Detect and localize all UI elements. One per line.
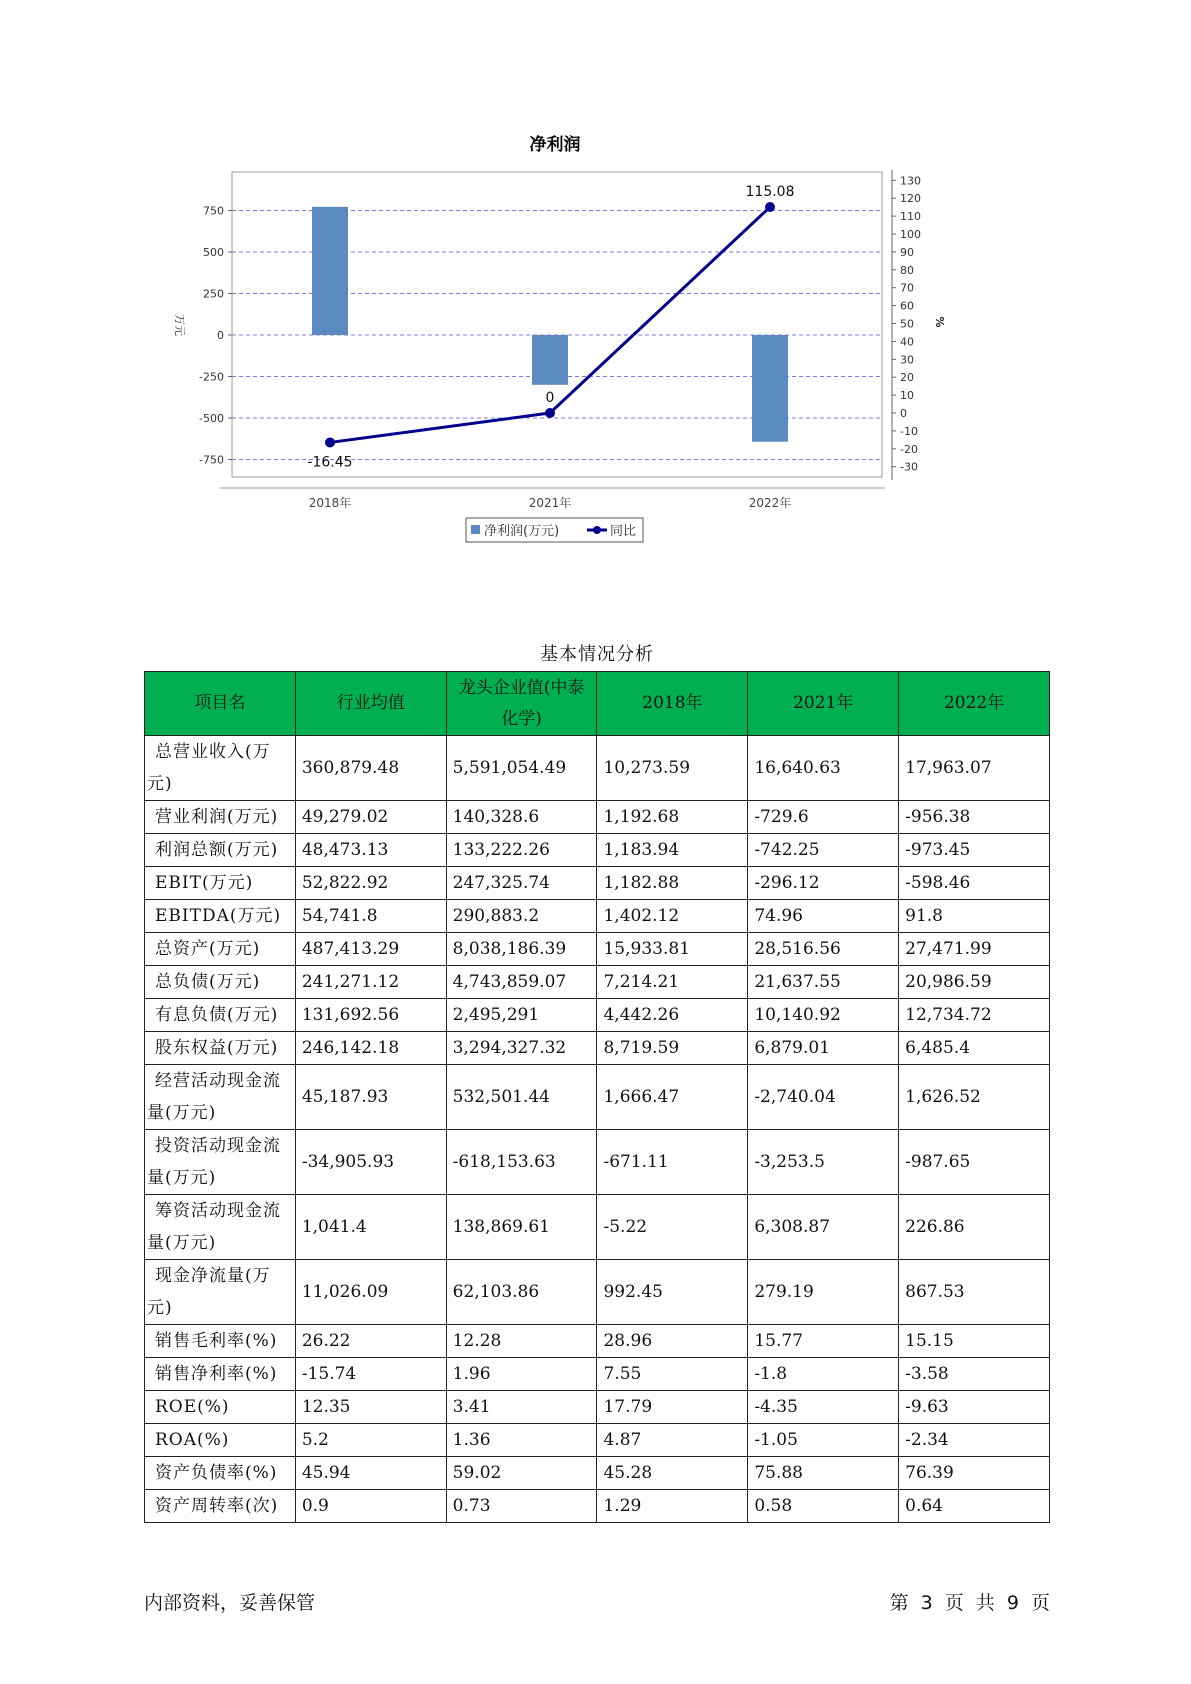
row-value: -1.05 xyxy=(748,1424,899,1457)
row-value: 27,471.99 xyxy=(899,933,1050,966)
right-tick-label: -30 xyxy=(900,460,918,474)
legend-bar-label: 净利润(万元) xyxy=(484,524,560,539)
row-value: 867.53 xyxy=(899,1260,1050,1325)
row-label: EBITDA(万元) xyxy=(145,900,296,933)
right-tick-label: 10 xyxy=(900,389,914,403)
row-value: 131,692.56 xyxy=(295,999,446,1032)
row-value: 2,495,291 xyxy=(446,999,597,1032)
table-row xyxy=(145,1490,1050,1523)
row-value: 15.15 xyxy=(899,1325,1050,1358)
row-value: 52,822.92 xyxy=(295,867,446,900)
row-value: 246,142.18 xyxy=(295,1032,446,1065)
right-tick-label: 50 xyxy=(900,317,914,331)
right-tick-label: 80 xyxy=(900,263,914,277)
row-value: 62,103.86 xyxy=(446,1260,597,1325)
row-value: 0.58 xyxy=(748,1490,899,1523)
table-row xyxy=(145,1424,1050,1457)
table-caption: 基本情况分析 xyxy=(540,644,654,665)
row-label: 经营活动现金流量(万元) xyxy=(145,1065,296,1130)
right-tick-label: 110 xyxy=(900,210,921,224)
row-value: 532,501.44 xyxy=(446,1065,597,1130)
row-label: 投资活动现金流量(万元) xyxy=(145,1130,296,1195)
right-tick-label: 30 xyxy=(900,353,914,367)
row-value: 59.02 xyxy=(446,1457,597,1490)
x-tick-label: 2021年 xyxy=(528,496,572,510)
row-value: -2,740.04 xyxy=(748,1065,899,1130)
row-value: -3.58 xyxy=(899,1358,1050,1391)
left-tick-label: -250 xyxy=(199,370,224,384)
right-tick-label: 130 xyxy=(900,174,921,188)
table-row xyxy=(145,867,1050,900)
table-row xyxy=(145,900,1050,933)
row-value: -956.38 xyxy=(899,801,1050,834)
row-label: 总营业收入(万元) xyxy=(145,736,296,801)
row-value: -2.34 xyxy=(899,1424,1050,1457)
table-row xyxy=(145,966,1050,999)
row-value: 6,485.4 xyxy=(899,1032,1050,1065)
row-value: 247,325.74 xyxy=(446,867,597,900)
footer-confidential-note: 内部资料，妥善保管 xyxy=(144,1592,316,1614)
row-value: -34,905.93 xyxy=(295,1130,446,1195)
yoy-point xyxy=(325,437,335,447)
row-value: 1,626.52 xyxy=(899,1065,1050,1130)
row-value: 140,328.6 xyxy=(446,801,597,834)
header-cell: 2021年 xyxy=(748,672,899,736)
row-label: 营业利润(万元) xyxy=(145,801,296,834)
row-value: 360,879.48 xyxy=(295,736,446,801)
yoy-point xyxy=(545,408,555,418)
row-label: 总资产(万元) xyxy=(145,933,296,966)
row-label: 有息负债(万元) xyxy=(145,999,296,1032)
left-axis-label: 万元 xyxy=(173,314,186,336)
yoy-data-label: 115.08 xyxy=(745,184,795,201)
row-value: -987.65 xyxy=(899,1130,1050,1195)
table-row xyxy=(145,1195,1050,1260)
right-tick-label: -10 xyxy=(900,424,918,438)
row-value: -973.45 xyxy=(899,834,1050,867)
row-label: 销售毛利率(%) xyxy=(145,1325,296,1358)
row-value: 26.22 xyxy=(295,1325,446,1358)
chart-title: 净利润 xyxy=(529,135,581,155)
basic-analysis-table xyxy=(144,671,1050,1523)
row-value: 10,273.59 xyxy=(597,736,748,801)
row-value: 7.55 xyxy=(597,1358,748,1391)
row-value: 21,637.55 xyxy=(748,966,899,999)
legend-line-label: 同比 xyxy=(610,524,637,539)
table-row xyxy=(145,1358,1050,1391)
row-value: 11,026.09 xyxy=(295,1260,446,1325)
row-label: 销售净利率(%) xyxy=(145,1358,296,1391)
row-value: 3,294,327.32 xyxy=(446,1032,597,1065)
yoy-data-label: 0 xyxy=(545,390,555,406)
row-value: 4.87 xyxy=(597,1424,748,1457)
row-value: 12,734.72 xyxy=(899,999,1050,1032)
row-value: 12.35 xyxy=(295,1391,446,1424)
row-value: 279.19 xyxy=(748,1260,899,1325)
header-cell: 2018年 xyxy=(597,672,748,736)
row-value: -3,253.5 xyxy=(748,1130,899,1195)
row-value: 75.88 xyxy=(748,1457,899,1490)
row-value: 6,879.01 xyxy=(748,1032,899,1065)
row-value: 1,402.12 xyxy=(597,900,748,933)
table-row xyxy=(145,1032,1050,1065)
footer-page-number: 第 3 页 共 9 页 xyxy=(889,1592,1050,1614)
row-value: 992.45 xyxy=(597,1260,748,1325)
row-label: 利润总额(万元) xyxy=(145,834,296,867)
row-value: 1,192.68 xyxy=(597,801,748,834)
table-row xyxy=(145,1130,1050,1195)
row-value: 1.96 xyxy=(446,1358,597,1391)
row-value: 20,986.59 xyxy=(899,966,1050,999)
row-value: 7,214.21 xyxy=(597,966,748,999)
row-value: 74.96 xyxy=(748,900,899,933)
row-value: 133,222.26 xyxy=(446,834,597,867)
right-axis-label: % xyxy=(933,316,946,328)
left-tick-label: 500 xyxy=(203,246,224,259)
row-value: 45,187.93 xyxy=(295,1065,446,1130)
row-value: 49,279.02 xyxy=(295,801,446,834)
table-row xyxy=(145,1325,1050,1358)
row-value: 1,041.4 xyxy=(295,1195,446,1260)
row-value: 15,933.81 xyxy=(597,933,748,966)
left-tick-label: -750 xyxy=(199,453,224,467)
row-value: 6,308.87 xyxy=(748,1195,899,1260)
row-value: 5.2 xyxy=(295,1424,446,1457)
table-row xyxy=(145,834,1050,867)
row-value: 54,741.8 xyxy=(295,900,446,933)
row-value: 76.39 xyxy=(899,1457,1050,1490)
row-value: 17,963.07 xyxy=(899,736,1050,801)
bar xyxy=(312,207,348,335)
row-value: 1.36 xyxy=(446,1424,597,1457)
row-value: 12.28 xyxy=(446,1325,597,1358)
table-header-row xyxy=(145,672,1050,736)
header-cell: 2022年 xyxy=(899,672,1050,736)
right-tick-label: 90 xyxy=(900,245,914,259)
row-label: EBIT(万元) xyxy=(145,867,296,900)
chart-canvas xyxy=(150,130,1050,600)
bar xyxy=(532,335,568,385)
row-value: 138,869.61 xyxy=(446,1195,597,1260)
row-value: 487,413.29 xyxy=(295,933,446,966)
row-value: -9.63 xyxy=(899,1391,1050,1424)
row-label: 股东权益(万元) xyxy=(145,1032,296,1065)
table-row xyxy=(145,801,1050,834)
table-row xyxy=(145,1457,1050,1490)
row-value: 5,591,054.49 xyxy=(446,736,597,801)
row-label: ROE(%) xyxy=(145,1391,296,1424)
net-profit-chart xyxy=(150,130,1050,600)
x-tick-label: 2018年 xyxy=(308,496,352,510)
row-value: 48,473.13 xyxy=(295,834,446,867)
table-row xyxy=(145,1065,1050,1130)
row-value: 17.79 xyxy=(597,1391,748,1424)
row-value: 4,442.26 xyxy=(597,999,748,1032)
right-tick-label: 120 xyxy=(900,192,921,206)
left-tick-label: 0 xyxy=(217,329,224,342)
row-value: 45.94 xyxy=(295,1457,446,1490)
row-value: 0.9 xyxy=(295,1490,446,1523)
row-value: 45.28 xyxy=(597,1457,748,1490)
row-label: 筹资活动现金流量(万元) xyxy=(145,1195,296,1260)
row-value: 1,666.47 xyxy=(597,1065,748,1130)
row-value: -598.46 xyxy=(899,867,1050,900)
row-label: ROA(%) xyxy=(145,1424,296,1457)
row-value: 241,271.12 xyxy=(295,966,446,999)
row-value: 16,640.63 xyxy=(748,736,899,801)
bar xyxy=(752,335,788,442)
row-value: -5.22 xyxy=(597,1195,748,1260)
row-value: 28,516.56 xyxy=(748,933,899,966)
right-tick-label: 40 xyxy=(900,335,914,349)
table-row xyxy=(145,1260,1050,1325)
header-cell: 项目名 xyxy=(145,672,296,736)
row-label: 资产负债率(%) xyxy=(145,1457,296,1490)
left-tick-label: -500 xyxy=(199,412,224,425)
row-label: 现金净流量(万元) xyxy=(145,1260,296,1325)
table-row xyxy=(145,1391,1050,1424)
legend-bar-swatch xyxy=(471,525,480,534)
row-value: 10,140.92 xyxy=(748,999,899,1032)
left-tick-label: 250 xyxy=(203,287,224,301)
row-label: 资产周转率(次) xyxy=(145,1490,296,1523)
row-value: -671.11 xyxy=(597,1130,748,1195)
right-tick-label: 100 xyxy=(900,228,921,241)
row-value: 1,182.88 xyxy=(597,867,748,900)
row-label: 总负债(万元) xyxy=(145,966,296,999)
right-tick-label: -20 xyxy=(900,442,918,456)
right-tick-label: 70 xyxy=(900,281,914,295)
row-value: -1.8 xyxy=(748,1358,899,1391)
row-value: -618,153.63 xyxy=(446,1130,597,1195)
yoy-point xyxy=(765,202,775,212)
row-value: 4,743,859.07 xyxy=(446,966,597,999)
row-value: -15.74 xyxy=(295,1358,446,1391)
row-value: 91.8 xyxy=(899,900,1050,933)
row-value: 1,183.94 xyxy=(597,834,748,867)
yoy-data-label: -16.45 xyxy=(307,454,353,471)
table-row xyxy=(145,736,1050,801)
row-value: 8,719.59 xyxy=(597,1032,748,1065)
legend-line-marker xyxy=(593,526,601,534)
row-value: 0.64 xyxy=(899,1490,1050,1523)
table-row xyxy=(145,933,1050,966)
row-value: -296.12 xyxy=(748,867,899,900)
table-row xyxy=(145,999,1050,1032)
row-value: 3.41 xyxy=(446,1391,597,1424)
row-value: 8,038,186.39 xyxy=(446,933,597,966)
header-cell: 龙头企业值(中泰化学) xyxy=(446,672,597,736)
row-value: 226.86 xyxy=(899,1195,1050,1260)
row-value: 15.77 xyxy=(748,1325,899,1358)
right-tick-label: 60 xyxy=(900,299,914,313)
row-value: -729.6 xyxy=(748,801,899,834)
row-value: -742.25 xyxy=(748,834,899,867)
right-tick-label: 0 xyxy=(900,407,907,420)
row-value: 28.96 xyxy=(597,1325,748,1358)
x-tick-label: 2022年 xyxy=(748,496,792,510)
row-value: 290,883.2 xyxy=(446,900,597,933)
right-tick-label: 20 xyxy=(900,371,914,385)
header-cell: 行业均值 xyxy=(295,672,446,736)
row-value: 0.73 xyxy=(446,1490,597,1523)
row-value: -4.35 xyxy=(748,1391,899,1424)
left-tick-label: 750 xyxy=(203,204,224,218)
row-value: 1.29 xyxy=(597,1490,748,1523)
